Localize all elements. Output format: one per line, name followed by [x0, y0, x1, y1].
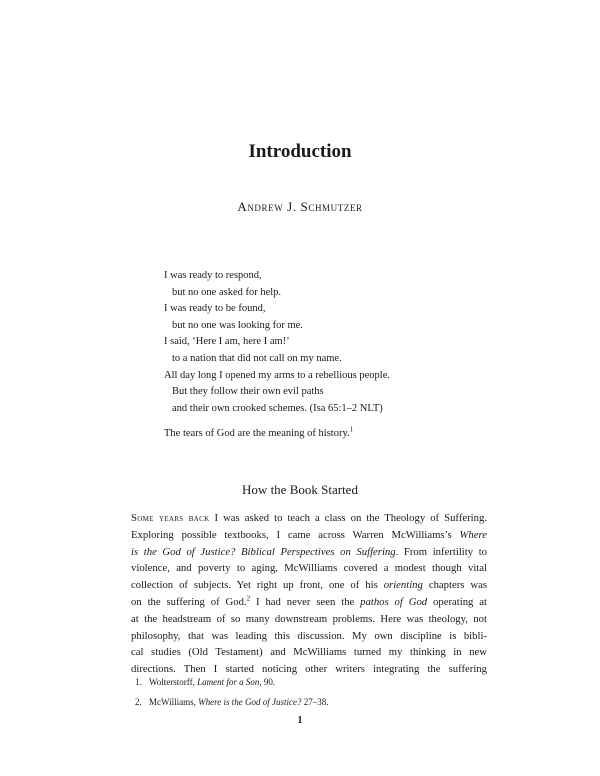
footnote: 2. McWilliams, Where is the God of Justice? 27–38. [131, 692, 487, 712]
body-line: collection of subjects. Yet right up front, one of his orienting chapters was [131, 579, 487, 592]
chapter-title: Introduction [248, 141, 352, 162]
book-title-italic: is the God of Justice? Biblical Perspectives on Suffering [131, 545, 396, 558]
second-epigraph [164, 425, 464, 439]
epigraph-line: I was ready to be found, [164, 303, 266, 315]
epigraph-line: I was ready to respond, [164, 270, 262, 281]
body-line: at the headstream of so many downstream problems. Here was theology, not [131, 612, 487, 625]
chapter-author: Andrew J. Schmutzer [237, 199, 363, 214]
emphasis-italic: orienting [383, 579, 423, 592]
body-line: on the suffering of God.$^2$ I had never seen the pathos of God operating at [131, 594, 487, 608]
body-line: Some years back I was asked to teach a class on the Theology of Suffering. [131, 512, 487, 524]
body-line: directions. Then I started noticing other writers integrating the suffering [131, 663, 487, 676]
body-line: is the God of Justice? Biblical Perspectives on Suffering. From infertility to [131, 545, 488, 558]
epigraph-line: I said, ‘Here I am, here I am!’ [164, 336, 290, 348]
epigraph-line: but no one was looking for me. [172, 319, 303, 331]
second-epigraph-text: The tears of God are the meaning of history. [164, 428, 350, 439]
section-heading: How the Book Started [242, 482, 358, 497]
footnote-ref-2[interactable]: 2 [246, 594, 251, 603]
emphasis-italic: pathos of God [360, 595, 428, 608]
lead-in-small-caps: Some years back [131, 512, 210, 524]
footnote-title: Where is the God of Justice? [198, 697, 302, 707]
epigraph-line: All day long I opened my arms to a rebellious people. [164, 369, 390, 381]
epigraph-line: and their own crooked schemes. (Isa 65:1–2 NLT) [172, 402, 383, 414]
epigraph [164, 268, 464, 417]
page-number: 1 [297, 715, 303, 726]
footnotes [131, 672, 487, 712]
body-paragraph [131, 510, 487, 678]
footnote-number: 1. [135, 677, 142, 687]
epigraph-line: to a nation that did not call on my name. [172, 352, 342, 364]
epigraph-line: but no one asked for help. [172, 286, 282, 298]
footnote-title: Lament for a Son [197, 677, 260, 687]
epigraph-line: But they follow their own evil paths [172, 386, 324, 398]
footnote-ref-1[interactable]: 1 [349, 425, 354, 434]
body-line: philosophy, that was leading this discussion. My own discipline is bibli- [131, 629, 487, 642]
body-line: Exploring possible textbooks, I came across Warren McWilliams’s Where [131, 528, 487, 541]
footnote: 1. Wolterstorff, Lament for a Son, 90. [131, 672, 487, 692]
body-line: violence, and poverty to aging, McWilliams covered a modest though vital [131, 562, 487, 575]
book-title-italic: Where [459, 528, 487, 541]
footnote-number: 2. [135, 697, 142, 707]
body-line: cal studies (Old Testament) and McWilliams turned my thinking in new [131, 646, 487, 659]
